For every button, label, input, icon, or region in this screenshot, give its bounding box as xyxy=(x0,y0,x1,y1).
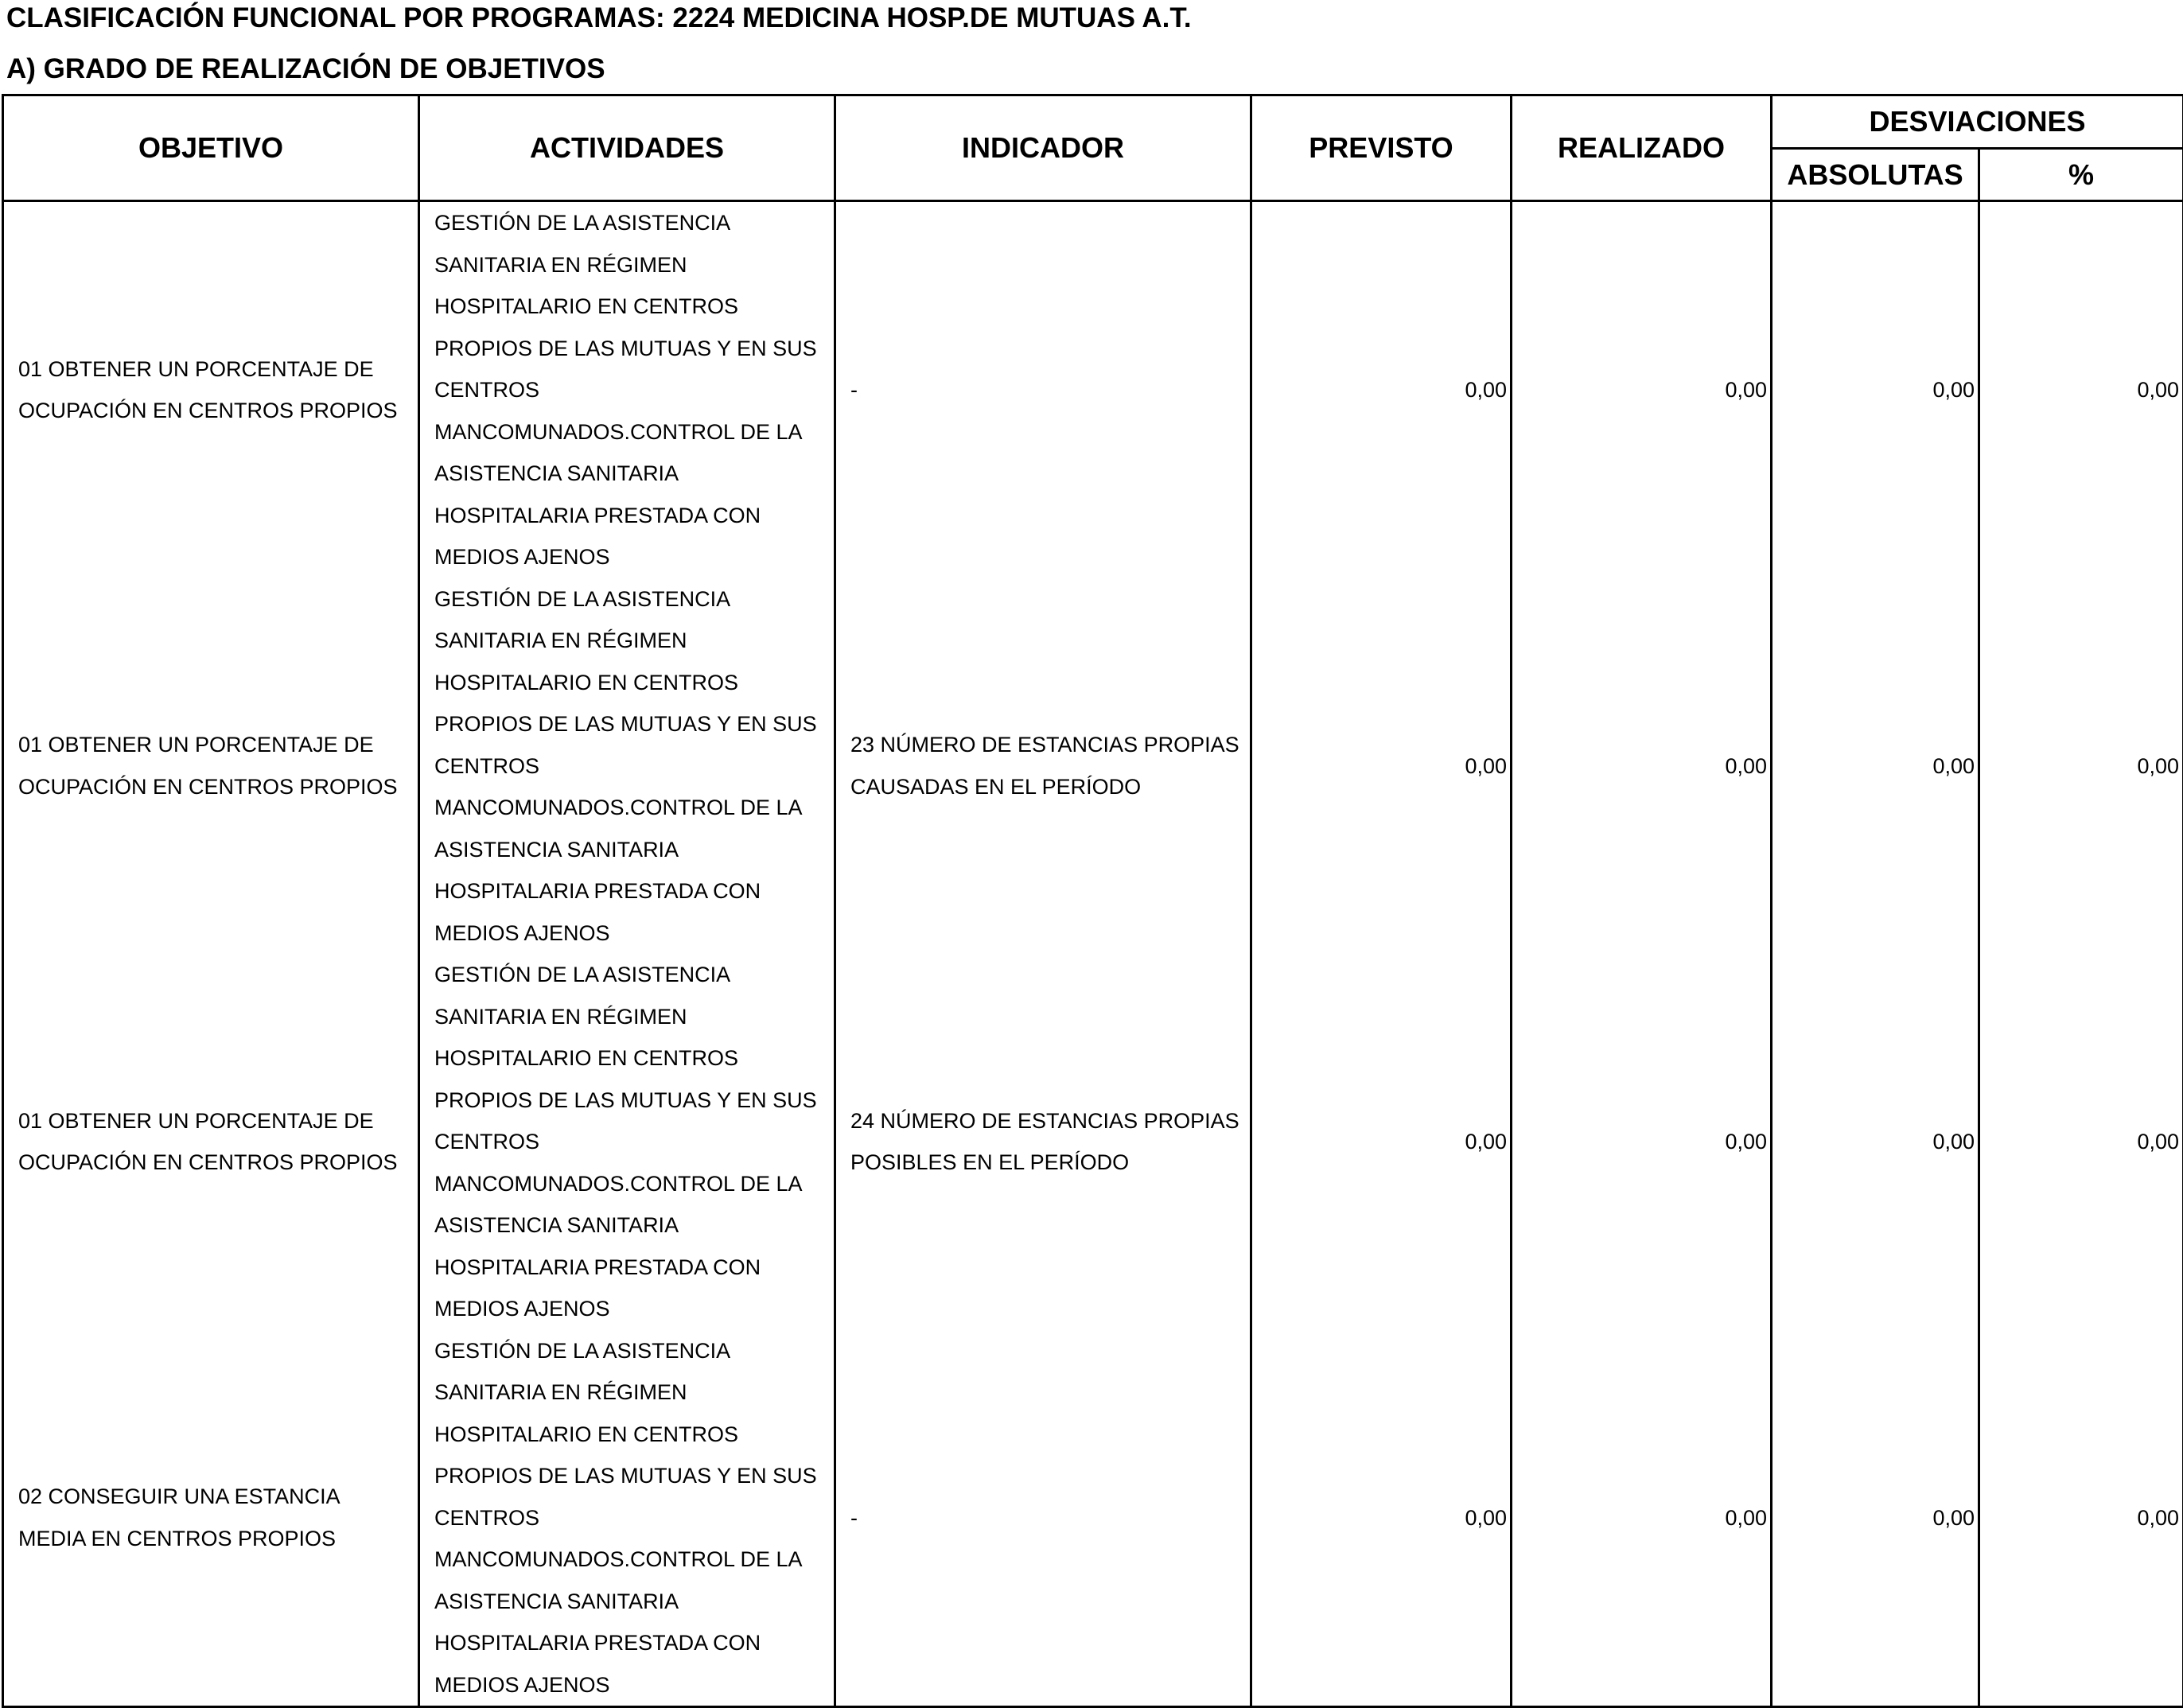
cell-porcentaje: 0,00 xyxy=(1979,201,2183,578)
cell-absolutas: 0,00 xyxy=(1772,201,1979,578)
cell-absolutas: 0,00 xyxy=(1772,578,1979,955)
cell-absolutas: 0,00 xyxy=(1772,954,1979,1330)
header-actividades: ACTIVIDADES xyxy=(419,95,835,201)
objectives-table xyxy=(2,94,2183,1708)
report-title: CLASIFICACIÓN FUNCIONAL POR PROGRAMAS: 2224 MEDICINA HOSP.DE MUTUAS A.T. xyxy=(6,2,1192,35)
cell-previsto: 0,00 xyxy=(1251,954,1512,1330)
cell-indicador: - xyxy=(835,1330,1251,1707)
cell-previsto: 0,00 xyxy=(1251,201,1512,578)
header-previsto: PREVISTO xyxy=(1251,95,1512,201)
cell-actividades: GESTIÓN DE LA ASISTENCIA SANITARIA EN RÉGIMEN HOSPITALARIO EN CENTROS PROPIOS DE LAS MUTUAS Y EN SUS CENTROS MANCOMUNADOS.CONTROL DE LA ASISTENCIA SANITARIA HOSPITALARIA PRESTADA CON MEDIOS AJENOS xyxy=(419,1330,835,1707)
header-indicador: INDICADOR xyxy=(835,95,1251,201)
cell-actividades: GESTIÓN DE LA ASISTENCIA SANITARIA EN RÉGIMEN HOSPITALARIO EN CENTROS PROPIOS DE LAS MUTUAS Y EN SUS CENTROS MANCOMUNADOS.CONTROL DE LA ASISTENCIA SANITARIA HOSPITALARIA PRESTADA CON MEDIOS AJENOS xyxy=(419,201,835,578)
cell-objetivo: 01 OBTENER UN PORCENTAJE DE OCUPACIÓN EN CENTROS PROPIOS xyxy=(3,954,419,1330)
table-row xyxy=(3,1330,2183,1707)
table-row xyxy=(3,201,2183,578)
cell-actividades: GESTIÓN DE LA ASISTENCIA SANITARIA EN RÉGIMEN HOSPITALARIO EN CENTROS PROPIOS DE LAS MUTUAS Y EN SUS CENTROS MANCOMUNADOS.CONTROL DE LA ASISTENCIA SANITARIA HOSPITALARIA PRESTADA CON MEDIOS AJENOS xyxy=(419,954,835,1330)
cell-realizado: 0,00 xyxy=(1512,578,1772,955)
cell-porcentaje: 0,00 xyxy=(1979,954,2183,1330)
header-porcentaje: % xyxy=(1979,149,2183,201)
header-desviaciones: DESVIACIONES xyxy=(1772,95,2183,149)
cell-porcentaje: 0,00 xyxy=(1979,1330,2183,1707)
table-row xyxy=(3,578,2183,955)
cell-actividades: GESTIÓN DE LA ASISTENCIA SANITARIA EN RÉGIMEN HOSPITALARIO EN CENTROS PROPIOS DE LAS MUTUAS Y EN SUS CENTROS MANCOMUNADOS.CONTROL DE LA ASISTENCIA SANITARIA HOSPITALARIA PRESTADA CON MEDIOS AJENOS xyxy=(419,578,835,955)
cell-absolutas: 0,00 xyxy=(1772,1330,1979,1707)
cell-objetivo: 01 OBTENER UN PORCENTAJE DE OCUPACIÓN EN CENTROS PROPIOS xyxy=(3,201,419,578)
cell-indicador: 24 NÚMERO DE ESTANCIAS PROPIAS POSIBLES EN EL PERÍODO xyxy=(835,954,1251,1330)
section-title: A) GRADO DE REALIZACIÓN DE OBJETIVOS xyxy=(6,53,605,86)
cell-realizado: 0,00 xyxy=(1512,1330,1772,1707)
header-absolutas: ABSOLUTAS xyxy=(1772,149,1979,201)
cell-previsto: 0,00 xyxy=(1251,578,1512,955)
header-objetivo: OBJETIVO xyxy=(3,95,419,201)
table-row xyxy=(3,954,2183,1330)
cell-previsto: 0,00 xyxy=(1251,1330,1512,1707)
cell-indicador: - xyxy=(835,201,1251,578)
cell-objetivo: 01 OBTENER UN PORCENTAJE DE OCUPACIÓN EN CENTROS PROPIOS xyxy=(3,578,419,955)
table-header-row xyxy=(3,95,2183,149)
cell-realizado: 0,00 xyxy=(1512,201,1772,578)
cell-indicador: 23 NÚMERO DE ESTANCIAS PROPIAS CAUSADAS EN EL PERÍODO xyxy=(835,578,1251,955)
cell-objetivo: 02 CONSEGUIR UNA ESTANCIA MEDIA EN CENTROS PROPIOS xyxy=(3,1330,419,1707)
cell-porcentaje: 0,00 xyxy=(1979,578,2183,955)
header-realizado: REALIZADO xyxy=(1512,95,1772,201)
cell-realizado: 0,00 xyxy=(1512,954,1772,1330)
